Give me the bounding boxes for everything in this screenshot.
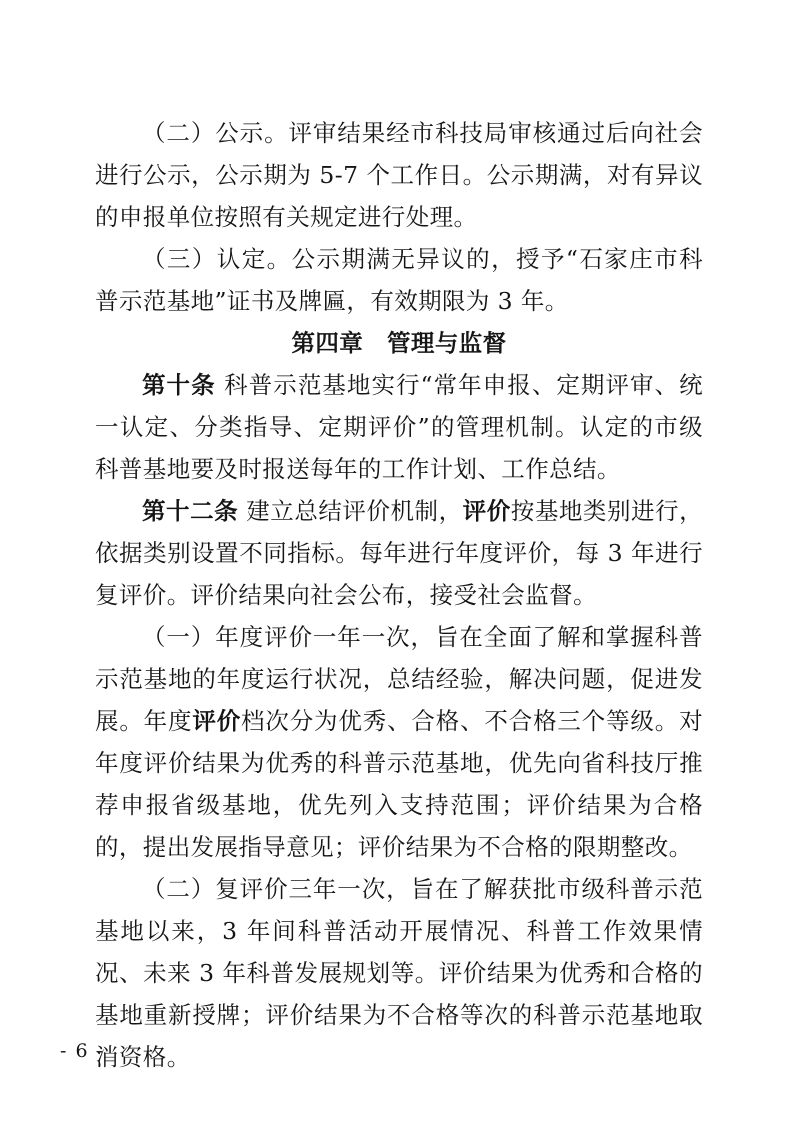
paragraph-item-rending: （三）认定。公示期满无异议的，授予“石家庄市科普示范基地”证书及牌匾，有效期限为 3 年。: [95, 245, 703, 315]
paragraph-item-triennial-review: （二）复评价三年一次，旨在了解获批市级科普示范基地以来，3 年间科普活动开展情况、科普工作效果情况、未来 3 年科普发展规划等。评价结果为优秀和合格的基地重新授牌；评价结果为不合格等次的科普示范基地取消资格。: [95, 875, 703, 1071]
document-text-body: [95, 112, 703, 1078]
annual-review-text-segment-1: （一）年度评价一年一次，旨在全面了解和掌握科普示范基地的年度运行状况，总结经验，解决问题，促进发展。年度: [95, 623, 703, 735]
article-10-label: 第十条: [142, 371, 216, 399]
annual-review-emphasis-pingjia: 评价: [192, 707, 242, 735]
paragraph-item-annual-review: [95, 616, 703, 868]
article-12-emphasis-pingjia: 评价: [462, 497, 511, 525]
paragraph-article-10: [95, 364, 703, 490]
article-10-text: 科普示范基地实行“常年申报、定期评审、统一认定、分类指导、定期评价”的管理机制。认定的市级科普基地要及时报送每年的工作计划、工作总结。: [95, 371, 704, 483]
article-12-text-segment-1: 建立总结评价机制，: [238, 497, 463, 525]
article-12-label: 第十二条: [142, 497, 239, 525]
paragraph-article-12: [95, 490, 703, 616]
chapter-heading: 第四章 管理与监督: [291, 329, 507, 357]
annual-review-text-segment-2: 档次分为优秀、合格、不合格三个等级。对年度评价结果为优秀的科普示范基地，优先向省科技厅推荐申报省级基地，优先列入支持范围；评价结果为合格的，提出发展指导意见；评价结果为不合格的限期整改。: [95, 707, 703, 861]
paragraph-item-gongshi: （二）公示。评审结果经市科技局审核通过后向社会进行公示，公示期为 5-7 个工作日。公示期满，对有异议的申报单位按照有关规定进行处理。: [95, 119, 703, 231]
article-12-text-segment-2: 按基地类别进行，依据类别设置不同指标。每年进行年度评价，每 3 年进行复评价。评价结果向社会公布，接受社会监督。: [95, 497, 703, 609]
page-number-footer: - 6 -: [60, 1040, 105, 1062]
